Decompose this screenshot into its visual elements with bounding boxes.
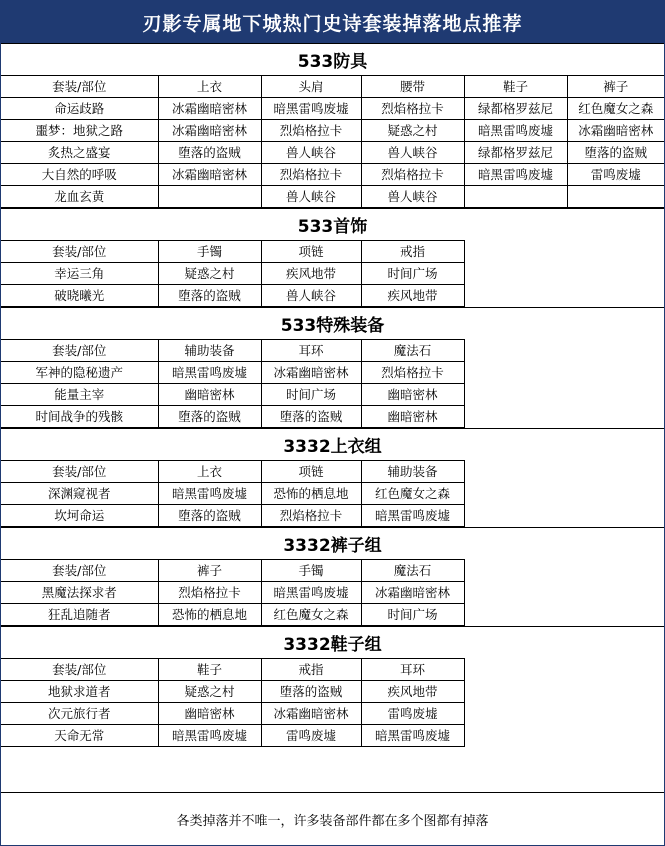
table-row — [1, 186, 664, 208]
drop-location-cell: 手镯 — [158, 241, 261, 263]
empty-cell — [464, 703, 567, 725]
empty-cell — [567, 241, 664, 263]
section-table — [1, 460, 665, 527]
drop-location-cell: 兽人峡谷 — [261, 186, 361, 208]
table-row — [1, 384, 664, 406]
drop-location-cell: 红色魔女之森 — [361, 483, 464, 505]
drop-location-cell: 雷鸣废墟 — [567, 164, 664, 186]
set-name-cell: 地狱求道者 — [1, 681, 158, 703]
drop-location-cell: 魔法石 — [361, 560, 464, 582]
empty-cell — [464, 263, 567, 285]
empty-cell — [464, 604, 567, 626]
empty-cell — [567, 681, 664, 703]
table-row — [1, 164, 664, 186]
page-title: 刃影专属地下城热门史诗套装掉落地点推荐 — [1, 1, 664, 43]
set-name-cell: 套装/部位 — [1, 340, 158, 362]
empty-cell — [464, 384, 567, 406]
empty-cell — [567, 560, 664, 582]
empty-cell — [567, 659, 664, 681]
empty-cell — [464, 285, 567, 307]
drop-location-cell: 冰霜幽暗密林 — [158, 120, 261, 142]
drop-location-cell: 恐怖的栖息地 — [158, 604, 261, 626]
drop-location-cell: 恐怖的栖息地 — [261, 483, 361, 505]
drop-location-cell: 暗黑雷鸣废墟 — [464, 120, 567, 142]
drop-location-cell: 鞋子 — [158, 659, 261, 681]
drop-location-cell: 雷鸣废墟 — [261, 725, 361, 747]
drop-location-cell: 鞋子 — [464, 76, 567, 98]
drop-location-cell: 暗黑雷鸣废墟 — [261, 582, 361, 604]
empty-cell — [464, 241, 567, 263]
section-title: 3332裤子组 — [1, 527, 664, 559]
drop-location-cell: 耳环 — [261, 340, 361, 362]
drop-location-cell: 兽人峡谷 — [361, 142, 464, 164]
empty-cell — [464, 659, 567, 681]
drop-location-cell: 幽暗密林 — [158, 384, 261, 406]
drop-location-cell: 堕落的盗贼 — [261, 681, 361, 703]
empty-cell — [567, 505, 664, 527]
set-name-cell: 军神的隐秘遗产 — [1, 362, 158, 384]
empty-cell — [567, 362, 664, 384]
empty-cell — [464, 483, 567, 505]
drop-location-cell: 雷鸣废墟 — [361, 703, 464, 725]
drop-location-cell: 幽暗密林 — [361, 406, 464, 428]
set-name-cell: 深渊窥视者 — [1, 483, 158, 505]
drop-location-cell: 冰霜幽暗密林 — [567, 120, 664, 142]
drop-location-cell: 红色魔女之森 — [567, 98, 664, 120]
section-title: 533防具 — [1, 43, 664, 75]
section-title: 533首饰 — [1, 208, 664, 240]
drop-location-cell: 疑惑之村 — [361, 120, 464, 142]
section-table — [1, 658, 665, 747]
drop-location-cell: 疑惑之村 — [158, 681, 261, 703]
drop-location-cell: 烈焰格拉卡 — [361, 98, 464, 120]
set-name-cell: 次元旅行者 — [1, 703, 158, 725]
drop-location-cell: 冰霜幽暗密林 — [261, 362, 361, 384]
table-row — [1, 142, 664, 164]
drop-location-cell — [464, 186, 567, 208]
empty-cell — [464, 461, 567, 483]
table-row — [1, 725, 664, 747]
set-name-cell: 炙热之盛宴 — [1, 142, 158, 164]
drop-location-cell: 疾风地带 — [261, 263, 361, 285]
drop-location-cell: 裤子 — [158, 560, 261, 582]
table-row — [1, 406, 664, 428]
empty-cell — [464, 505, 567, 527]
table-row — [1, 582, 664, 604]
drop-location-cell: 烈焰格拉卡 — [361, 164, 464, 186]
drop-location-cell: 项链 — [261, 241, 361, 263]
section-title: 533特殊装备 — [1, 307, 664, 339]
table-header-row — [1, 340, 664, 362]
set-name-cell: 套装/部位 — [1, 461, 158, 483]
drop-location-cell: 暗黑雷鸣废墟 — [158, 725, 261, 747]
table-row — [1, 703, 664, 725]
drop-location-cell: 堕落的盗贼 — [158, 142, 261, 164]
set-name-cell: 黑魔法探求者 — [1, 582, 158, 604]
drop-location-cell: 烈焰格拉卡 — [261, 505, 361, 527]
table-row — [1, 263, 664, 285]
set-name-cell: 套装/部位 — [1, 76, 158, 98]
drop-location-cell: 烈焰格拉卡 — [261, 164, 361, 186]
drop-location-cell: 疾风地带 — [361, 285, 464, 307]
drop-location-cell: 幽暗密林 — [158, 703, 261, 725]
drop-location-cell — [567, 186, 664, 208]
set-name-cell: 套装/部位 — [1, 560, 158, 582]
drop-location-cell: 时间广场 — [261, 384, 361, 406]
drop-location-cell: 时间广场 — [361, 263, 464, 285]
empty-cell — [567, 725, 664, 747]
drop-location-cell: 堕落的盗贼 — [261, 406, 361, 428]
section-table — [1, 75, 664, 208]
section-table — [1, 240, 665, 307]
drop-location-cell: 冰霜幽暗密林 — [158, 164, 261, 186]
table-row — [1, 285, 664, 307]
section-title: 3332上衣组 — [1, 428, 664, 460]
drop-location-cell: 暗黑雷鸣废墟 — [361, 725, 464, 747]
drop-location-cell: 烈焰格拉卡 — [158, 582, 261, 604]
drop-location-cell: 烈焰格拉卡 — [361, 362, 464, 384]
drop-location-cell: 烈焰格拉卡 — [261, 120, 361, 142]
empty-cell — [464, 681, 567, 703]
drop-location-cell: 冰霜幽暗密林 — [261, 703, 361, 725]
table-row — [1, 98, 664, 120]
empty-cell — [464, 406, 567, 428]
empty-cell — [567, 340, 664, 362]
drop-location-cell: 暗黑雷鸣废墟 — [464, 164, 567, 186]
drop-location-cell: 冰霜幽暗密林 — [361, 582, 464, 604]
drop-location-cell: 戒指 — [361, 241, 464, 263]
table-row — [1, 505, 664, 527]
set-name-cell: 坎坷命运 — [1, 505, 158, 527]
drop-location-cell: 辅助装备 — [361, 461, 464, 483]
drop-location-cell: 兽人峡谷 — [261, 142, 361, 164]
empty-cell — [464, 560, 567, 582]
set-name-cell: 时间战争的残骸 — [1, 406, 158, 428]
drop-location-cell: 疾风地带 — [361, 681, 464, 703]
drop-location-cell: 时间广场 — [361, 604, 464, 626]
drop-location-cell: 暗黑雷鸣废墟 — [361, 505, 464, 527]
empty-cell — [567, 406, 664, 428]
empty-cell — [464, 362, 567, 384]
empty-cell — [567, 604, 664, 626]
table-header-row — [1, 76, 664, 98]
empty-cell — [567, 285, 664, 307]
drop-location-cell: 疑惑之村 — [158, 263, 261, 285]
table-header-row — [1, 659, 664, 681]
drop-location-cell: 项链 — [261, 461, 361, 483]
set-name-cell: 命运歧路 — [1, 98, 158, 120]
set-name-cell: 能量主宰 — [1, 384, 158, 406]
drop-location-cell: 堕落的盗贼 — [158, 285, 261, 307]
drop-location-cell: 绿都格罗兹尼 — [464, 142, 567, 164]
drop-location-cell: 上衣 — [158, 76, 261, 98]
empty-cell — [567, 263, 664, 285]
table-row — [1, 120, 664, 142]
set-name-cell: 龙血玄黄 — [1, 186, 158, 208]
footer-note: 各类掉落并不唯一，许多装备部件都在多个图都有掉落 — [1, 792, 664, 845]
table-row — [1, 483, 664, 505]
set-name-cell: 套装/部位 — [1, 241, 158, 263]
drop-location-cell: 头肩 — [261, 76, 361, 98]
drop-location-cell: 戒指 — [261, 659, 361, 681]
set-name-cell: 幸运三角 — [1, 263, 158, 285]
drop-location-cell: 暗黑雷鸣废墟 — [158, 483, 261, 505]
set-name-cell: 破晓曦光 — [1, 285, 158, 307]
empty-cell — [567, 582, 664, 604]
table-row — [1, 604, 664, 626]
section-table — [1, 339, 665, 428]
set-name-cell: 大自然的呼吸 — [1, 164, 158, 186]
empty-cell — [464, 340, 567, 362]
table-row — [1, 681, 664, 703]
drop-location-cell: 红色魔女之森 — [261, 604, 361, 626]
drop-location-cell: 幽暗密林 — [361, 384, 464, 406]
drop-location-cell — [158, 186, 261, 208]
empty-cell — [567, 461, 664, 483]
empty-cell — [567, 703, 664, 725]
drop-location-cell: 冰霜幽暗密林 — [158, 98, 261, 120]
drop-location-cell: 上衣 — [158, 461, 261, 483]
empty-cell — [464, 725, 567, 747]
sections-container — [1, 43, 664, 747]
drop-location-cell: 暗黑雷鸣废墟 — [261, 98, 361, 120]
set-name-cell: 套装/部位 — [1, 659, 158, 681]
section-title: 3332鞋子组 — [1, 626, 664, 658]
empty-cell — [567, 483, 664, 505]
set-name-cell: 狂乱追随者 — [1, 604, 158, 626]
table-header-row — [1, 461, 664, 483]
empty-cell — [567, 384, 664, 406]
drop-location-cell: 腰带 — [361, 76, 464, 98]
set-name-cell: 天命无常 — [1, 725, 158, 747]
drop-location-cell: 堕落的盗贼 — [158, 406, 261, 428]
table-header-row — [1, 241, 664, 263]
table-row — [1, 362, 664, 384]
drop-location-cell: 兽人峡谷 — [261, 285, 361, 307]
drop-location-cell: 绿都格罗兹尼 — [464, 98, 567, 120]
drop-location-cell: 手镯 — [261, 560, 361, 582]
table-header-row — [1, 560, 664, 582]
drop-location-cell: 堕落的盗贼 — [158, 505, 261, 527]
drop-location-cell: 辅助装备 — [158, 340, 261, 362]
drop-location-cell: 魔法石 — [361, 340, 464, 362]
empty-cell — [464, 582, 567, 604]
drop-location-cell: 堕落的盗贼 — [567, 142, 664, 164]
drop-location-cell: 暗黑雷鸣废墟 — [158, 362, 261, 384]
drop-location-cell: 耳环 — [361, 659, 464, 681]
section-table — [1, 559, 665, 626]
set-name-cell: 噩梦：地狱之路 — [1, 120, 158, 142]
drop-location-cell: 裤子 — [567, 76, 664, 98]
drop-location-cell: 兽人峡谷 — [361, 186, 464, 208]
